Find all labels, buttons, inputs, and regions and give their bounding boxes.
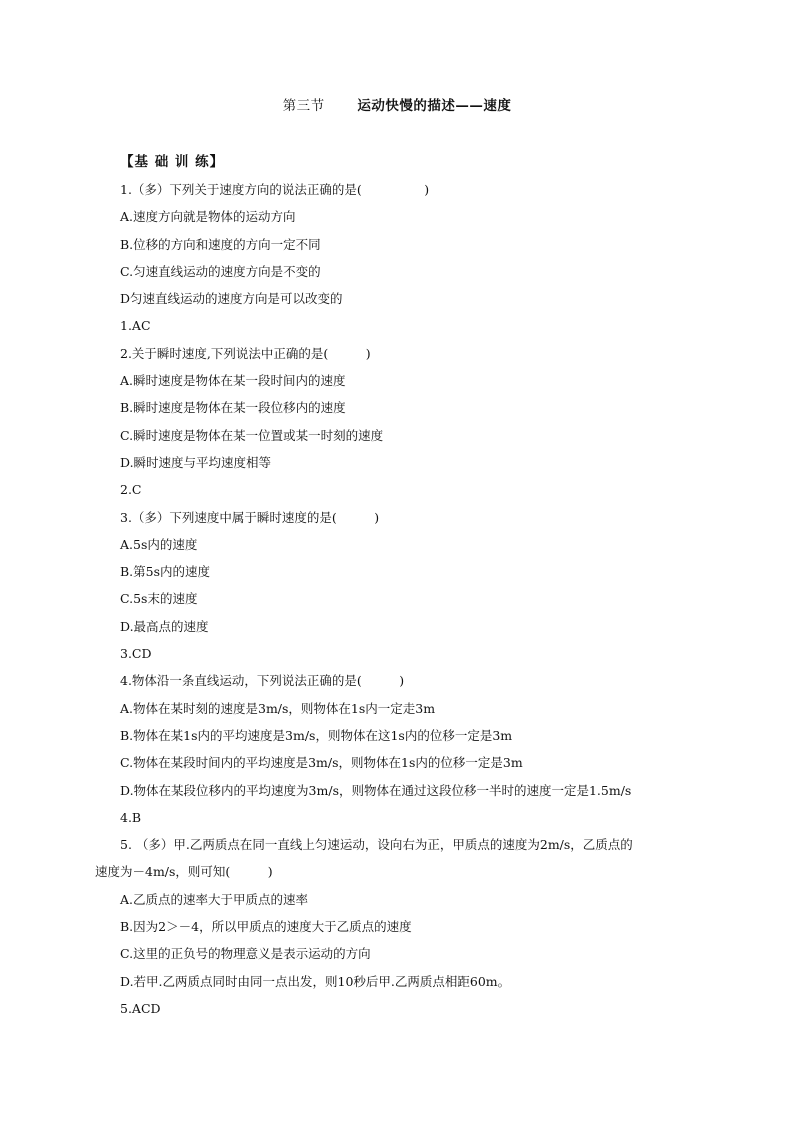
question-2: 2.关于瞬时速度,下列说法中正确的是( ) <box>120 345 371 361</box>
option-line: A.乙质点的速率大于甲质点的速率 <box>120 891 309 907</box>
option-line: C.瞬时速度是物体在某一位置或某一时刻的速度 <box>120 427 384 443</box>
option-line: D.若甲.乙两质点同时由同一点出发，则10秒后甲.乙两质点相距60m。 <box>120 973 511 989</box>
answer-4: 4.B <box>120 809 142 825</box>
question-5: 5. （多）甲.乙两质点在同一直线上匀速运动，设向右为正，甲质点的速度为2m/s，乙质点的 <box>120 837 633 853</box>
option-line: D.最高点的速度 <box>120 618 209 634</box>
option-line: C.这里的正负号的物理意义是表示运动的方向 <box>120 946 371 962</box>
answer-5: 5.ACD <box>120 1000 161 1016</box>
option-line: B.位移的方向和速度的方向一定不同 <box>120 236 321 252</box>
question-3: 3.（多）下列速度中属于瞬时速度的是( ) <box>120 509 380 525</box>
option-line: C.匀速直线运动的速度方向是不变的 <box>120 263 321 279</box>
option-line: B.物体在某1s内的平均速度是3m/s，则物体在这1s内的位移一定是3m <box>120 727 513 743</box>
exercise-heading: 【基 础 训 练】 <box>120 154 225 170</box>
answer-2: 2.C <box>120 482 142 498</box>
option-line: A.物体在某时刻的速度是3m/s，则物体在1s内一定走3m <box>120 700 436 716</box>
option-line: B.第5s内的速度 <box>120 564 211 580</box>
option-line: D.瞬时速度与平均速度相等 <box>120 454 272 470</box>
page-title <box>0 94 794 114</box>
section-title: 运动快慢的描述——速度 <box>357 98 512 114</box>
option-line: B.因为2＞－4，所以甲质点的速度大于乙质点的速度 <box>120 919 412 935</box>
section-number: 第三节 <box>282 98 325 114</box>
exercise-body <box>95 176 720 1022</box>
option-line: D匀速直线运动的速度方向是可以改变的 <box>120 291 343 307</box>
option-line: C.物体在某段时间内的平均速度是3m/s，则物体在1s内的位移一定是3m <box>120 755 523 771</box>
answer-1: 1.AC <box>120 318 151 334</box>
option-line: A.5s内的速度 <box>120 536 198 552</box>
option-line: B.瞬时速度是物体在某一段位移内的速度 <box>120 400 346 416</box>
answer-3: 3.CD <box>120 646 152 662</box>
option-line: C.5s末的速度 <box>120 591 198 607</box>
question-4: 4.物体沿一条直线运动，下列说法正确的是( ) <box>120 673 405 689</box>
option-line: A.速度方向就是物体的运动方向 <box>120 209 296 225</box>
option-line: A.瞬时速度是物体在某一段时间内的速度 <box>120 373 346 389</box>
question-1: 1.（多）下列关于速度方向的说法正确的是( ) <box>120 182 430 197</box>
question-5-continued: 速度为－4m/s，则可知( ) <box>95 864 273 880</box>
option-line: D.物体在某段位移内的平均速度为3m/s，则物体在通过这段位移一半时的速度一定是1.5m/s <box>120 782 632 798</box>
